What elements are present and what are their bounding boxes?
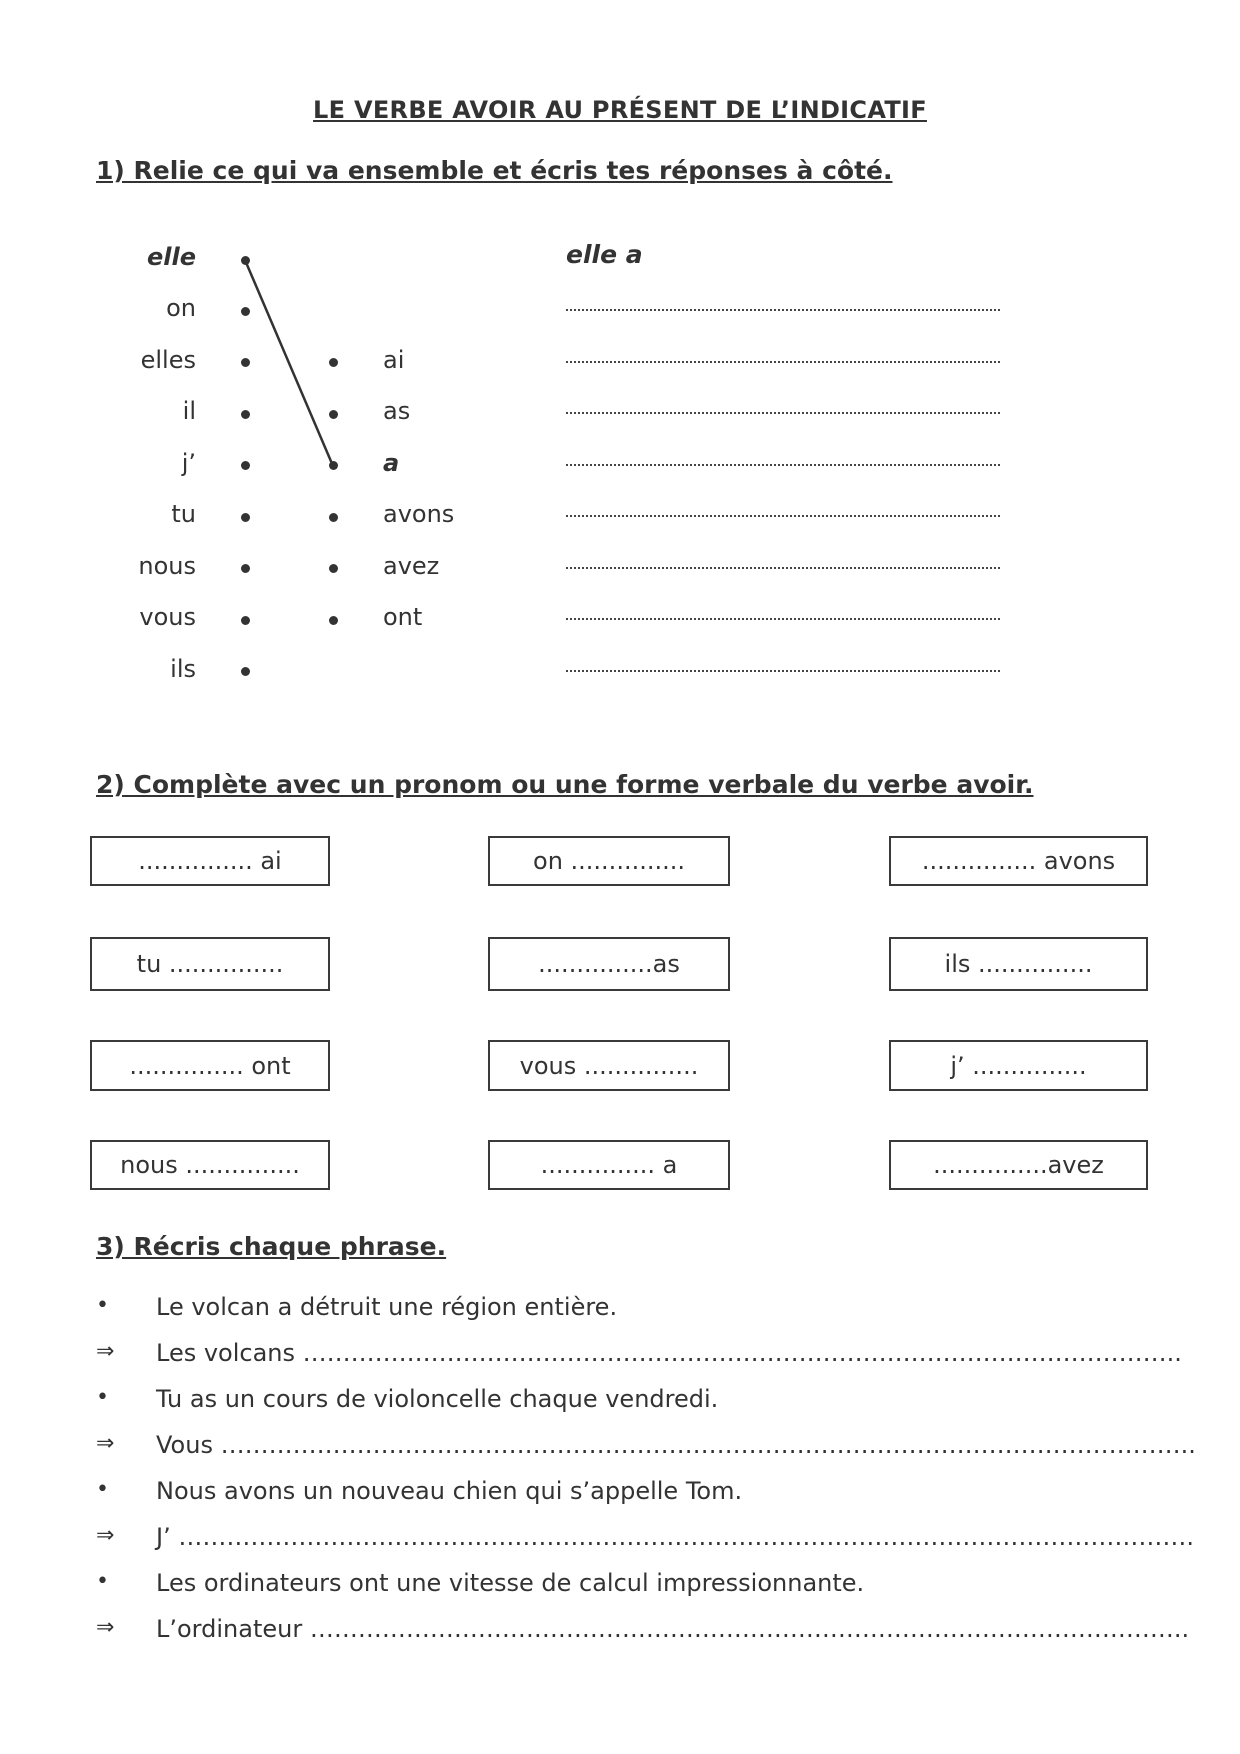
verb-ai: ai (383, 346, 405, 374)
sentence-text: Le volcan a détruit une région entière. (156, 1293, 618, 1321)
arrow-icon: ⇒ (96, 1615, 115, 1640)
exercise-2-heading: 2) Complète avec un pronom ou une forme verbale du verbe avoir. (96, 770, 1034, 799)
bullet-icon: • (96, 1477, 109, 1502)
exercise-1-heading: 1) Relie ce qui va ensemble et écris tes réponses à côté. (96, 156, 893, 185)
verb-avez: avez (383, 552, 440, 580)
answer-line[interactable] (566, 618, 1000, 620)
bullet-icon: • (96, 1569, 109, 1594)
exercise-3-heading: 3) Récris chaque phrase. (96, 1232, 447, 1261)
rewrite-prompt[interactable]: J’ ………………………………………………………………………………………………………………. (156, 1523, 1194, 1551)
rewrite-prompt[interactable]: L’ordinateur ……………………………………………………………………………………………….. (156, 1615, 1190, 1643)
verb-a: a (383, 449, 400, 477)
answer-line[interactable] (566, 567, 1000, 569)
pronoun-on: on (166, 294, 196, 322)
answer-line[interactable] (566, 670, 1000, 672)
pronoun-il: il (182, 397, 196, 425)
fill-in-box[interactable]: vous ............... (488, 1040, 730, 1091)
fill-in-box[interactable]: ...............as (488, 937, 730, 991)
pronoun-j: j’ (181, 449, 196, 477)
example-answer: elle a (566, 240, 643, 269)
fill-in-box[interactable]: j’ ............... (889, 1040, 1148, 1091)
page-title: LE VERBE AVOIR AU PRÉSENT DE L’INDICATIF (313, 96, 927, 124)
fill-in-box[interactable]: nous ............... (90, 1140, 330, 1190)
pronoun-ils: ils (170, 655, 196, 683)
verb-ont: ont (383, 603, 423, 631)
sentence-text: Nous avons un nouveau chien qui s’appelle Tom. (156, 1477, 743, 1505)
rewrite-prompt[interactable]: Les volcans ……………………………………………………………………………………………….. (156, 1339, 1182, 1367)
bullet-icon: • (96, 1385, 109, 1410)
arrow-icon: ⇒ (96, 1523, 115, 1548)
fill-in-box[interactable]: ils ............... (889, 937, 1148, 991)
example-connector-line (0, 0, 1240, 760)
rewrite-prompt[interactable]: Vous ………………………………………………………………………………………………………….. (156, 1431, 1196, 1459)
verb-avons: avons (383, 500, 455, 528)
pronoun-elle: elle (146, 243, 196, 271)
pronoun-nous: nous (138, 552, 196, 580)
verb-as: as (383, 397, 411, 425)
fill-in-box[interactable]: ...............avez (889, 1140, 1148, 1190)
arrow-icon: ⇒ (96, 1339, 115, 1364)
sentence-text: Les ordinateurs ont une vitesse de calcul impressionnante. (156, 1569, 865, 1597)
fill-in-box[interactable]: ............... ai (90, 836, 330, 886)
fill-in-box[interactable]: on ............... (488, 836, 730, 886)
arrow-icon: ⇒ (96, 1431, 115, 1456)
fill-in-box[interactable]: ............... a (488, 1140, 730, 1190)
sentence-text: Tu as un cours de violoncelle chaque vendredi. (156, 1385, 719, 1413)
answer-line[interactable] (566, 361, 1000, 363)
pronoun-vous: vous (139, 603, 196, 631)
bullet-icon: • (96, 1293, 109, 1318)
fill-in-box[interactable]: tu ............... (90, 937, 330, 991)
fill-in-box[interactable]: ............... avons (889, 836, 1148, 886)
answer-line[interactable] (566, 309, 1000, 311)
answer-line[interactable] (566, 412, 1000, 414)
fill-in-box[interactable]: ............... ont (90, 1040, 330, 1091)
pronoun-tu: tu (171, 500, 196, 528)
pronoun-elles: elles (140, 346, 196, 374)
answer-line[interactable] (566, 464, 1000, 466)
answer-line[interactable] (566, 515, 1000, 517)
